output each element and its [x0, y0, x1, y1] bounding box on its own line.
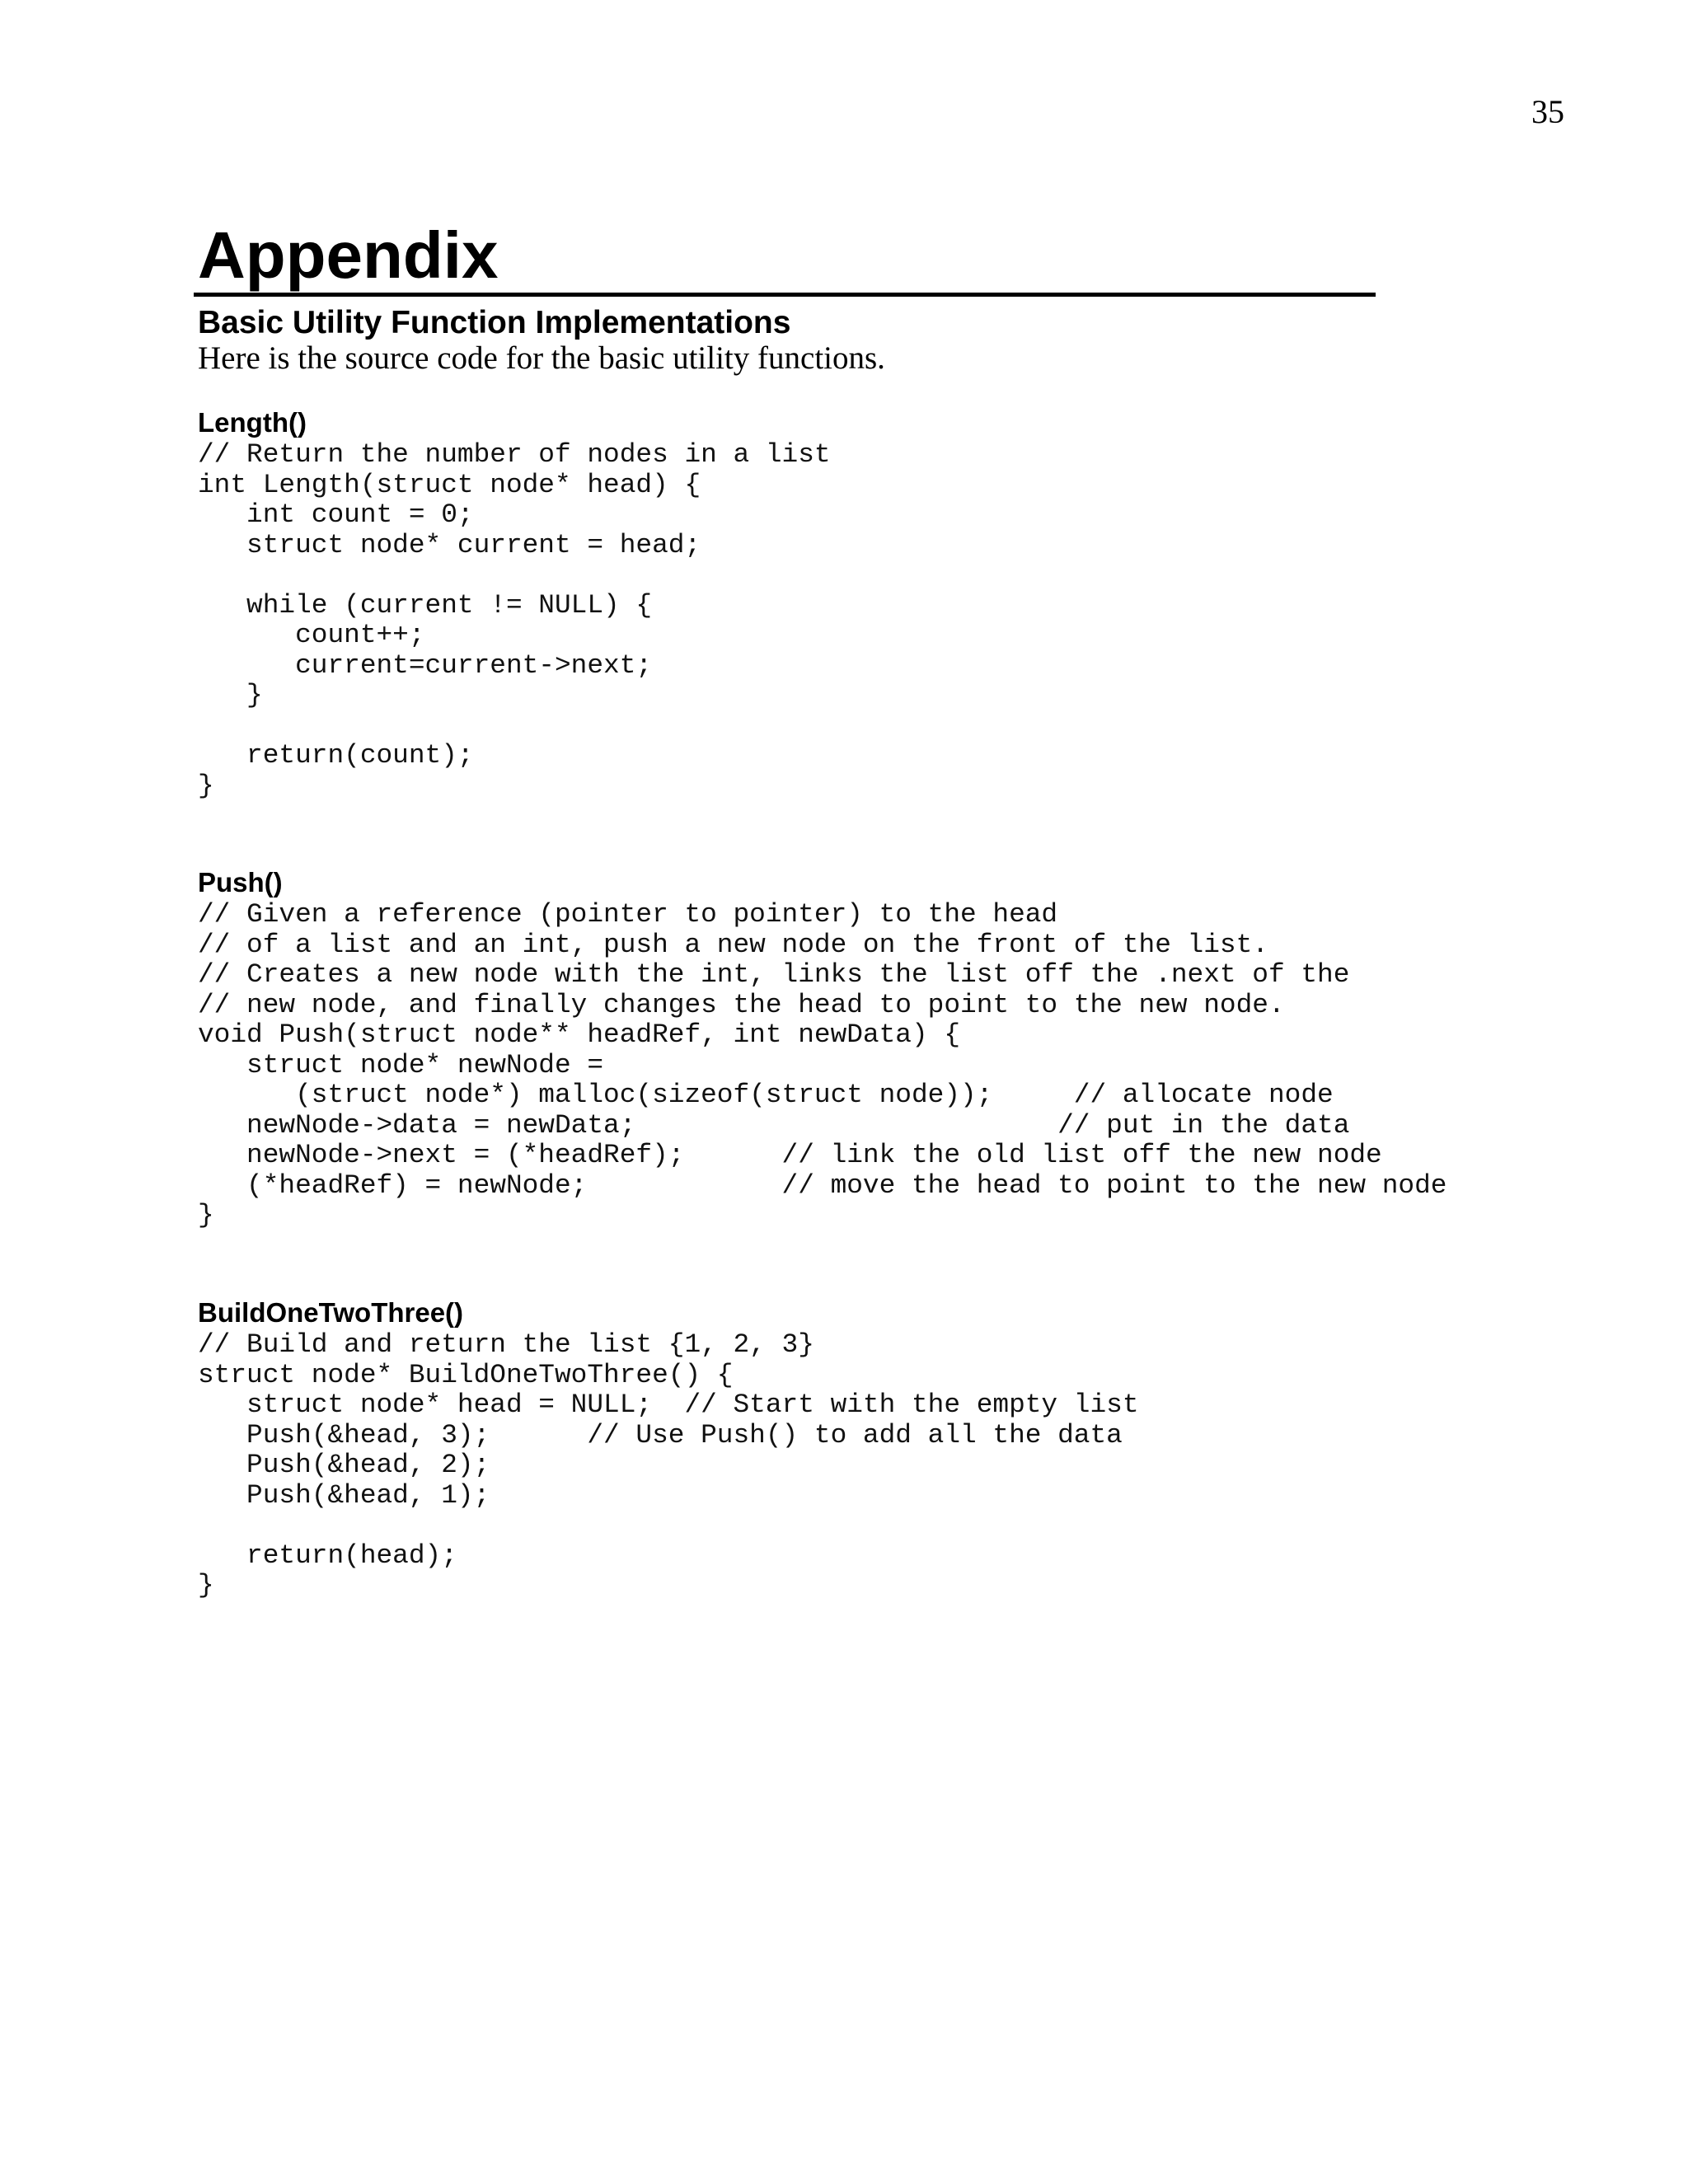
code-block-push: // Given a reference (pointer to pointer) to the head // of a list and an int, push a new node on the front of the list. // Creates a new node with the int, links the list off the .next of the // new node, and finally changes the head to point to the new node. void Push(struct node** headRef, int newData) { struct node* newNode = (struct node*) malloc(sizeof(struct node)); // allocate node newNode->data = newData; // put in the data newNode->next = (*headRef); // link the old list off the new node (*headRef) = newNode; // move the head to point to the new node } — [198, 899, 1447, 1230]
chapter-title: Appendix — [198, 218, 499, 292]
code-block-length: // Return the number of nodes in a list int Length(struct node* head) { int count = 0; struct node* current = head; while (current != NULL) { count++; current=current->next; } return(count); } — [198, 439, 831, 801]
code-block-build-one-two-three: // Build and return the list {1, 2, 3} struct node* BuildOneTwoThree() { struct node* head = NULL; // Start with the empty list Push(&head, 3); // Use Push() to add all the data Push(&head, 2); Push(&head, 1); return(head); } — [198, 1329, 1139, 1601]
section-intro: Here is the source code for the basic utility functions. — [198, 340, 885, 376]
function-heading-length: Length() — [198, 407, 307, 438]
function-heading-push: Push() — [198, 867, 283, 898]
title-rule — [194, 293, 1376, 297]
function-heading-build-one-two-three: BuildOneTwoThree() — [198, 1297, 464, 1328]
section-title: Basic Utility Function Implementations — [198, 305, 791, 340]
page-number: 35 — [1531, 93, 1564, 130]
